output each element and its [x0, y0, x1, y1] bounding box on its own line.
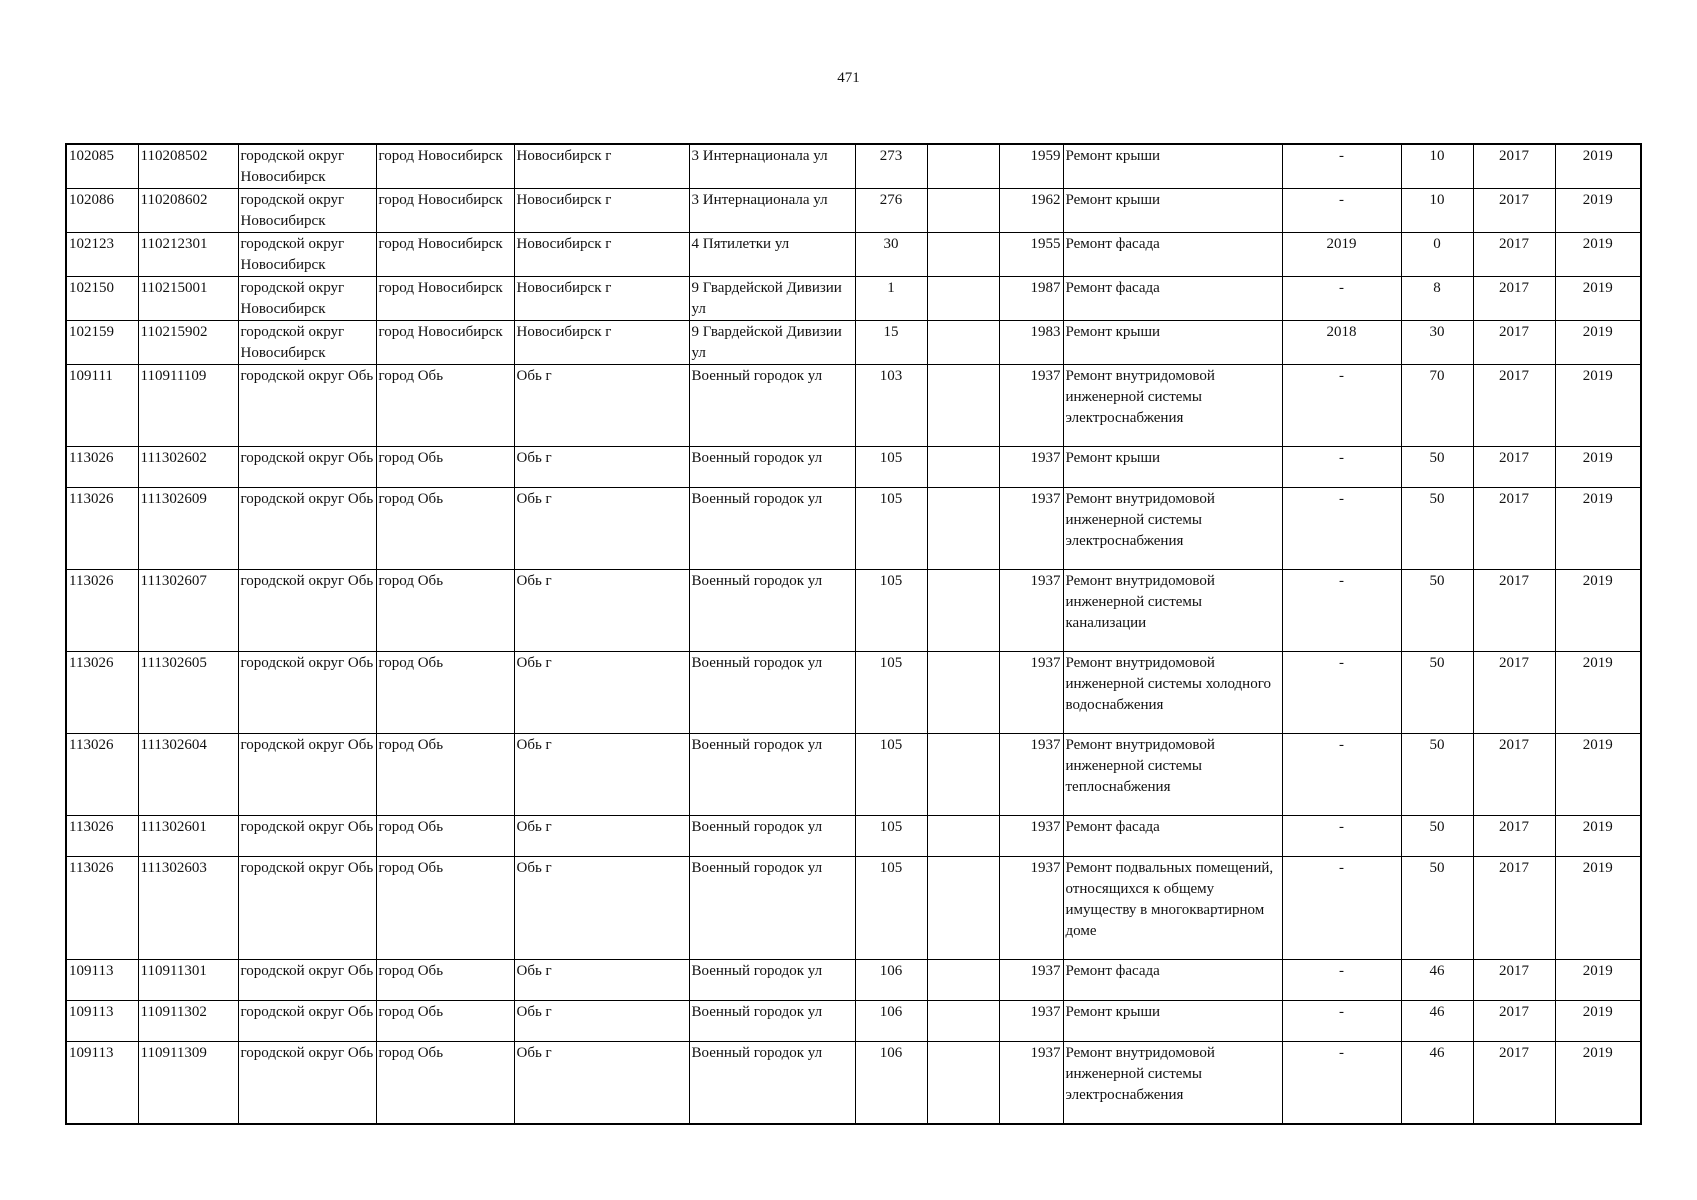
build-year-cell: 1962 — [999, 189, 1063, 233]
quantity-cell: 50 — [1401, 857, 1473, 960]
building-cell — [927, 1042, 999, 1124]
code-cell: 110911309 — [138, 1042, 238, 1124]
street-cell: Военный городок ул — [689, 960, 855, 1001]
table-row — [66, 488, 1641, 570]
end-year-cell: 2019 — [1555, 960, 1641, 1001]
end-year-cell: 2019 — [1555, 652, 1641, 734]
previous-repair-cell: - — [1282, 488, 1401, 570]
work-type-cell: Ремонт крыши — [1063, 321, 1282, 365]
house-number-cell: 1 — [855, 277, 927, 321]
settlement-cell: город Обь — [376, 1042, 514, 1124]
id-cell: 109111 — [66, 365, 138, 447]
id-cell: 113026 — [66, 857, 138, 960]
build-year-cell: 1983 — [999, 321, 1063, 365]
end-year-cell: 2019 — [1555, 1042, 1641, 1124]
previous-repair-cell: - — [1282, 447, 1401, 488]
code-cell: 110208602 — [138, 189, 238, 233]
id-cell: 113026 — [66, 816, 138, 857]
build-year-cell: 1937 — [999, 652, 1063, 734]
house-number-cell: 105 — [855, 816, 927, 857]
building-cell — [927, 447, 999, 488]
previous-repair-cell: - — [1282, 960, 1401, 1001]
work-type-cell: Ремонт крыши — [1063, 447, 1282, 488]
works-table — [65, 143, 1642, 1125]
code-cell: 111302605 — [138, 652, 238, 734]
start-year-cell: 2017 — [1473, 233, 1555, 277]
settlement-cell: город Новосибирск — [376, 321, 514, 365]
end-year-cell: 2019 — [1555, 857, 1641, 960]
settlement-cell: город Обь — [376, 365, 514, 447]
street-cell: Военный городок ул — [689, 447, 855, 488]
table-row — [66, 189, 1641, 233]
id-cell: 102085 — [66, 144, 138, 189]
id-cell: 102150 — [66, 277, 138, 321]
start-year-cell: 2017 — [1473, 1001, 1555, 1042]
settlement-cell: город Обь — [376, 570, 514, 652]
previous-repair-cell: - — [1282, 857, 1401, 960]
house-number-cell: 276 — [855, 189, 927, 233]
start-year-cell: 2017 — [1473, 144, 1555, 189]
previous-repair-cell: - — [1282, 816, 1401, 857]
street-cell: Военный городок ул — [689, 1001, 855, 1042]
table-row — [66, 652, 1641, 734]
district-cell: городской округ Новосибирск — [238, 277, 376, 321]
street-cell: 9 Гвардейской Дивизии ул — [689, 321, 855, 365]
district-cell: городской округ Обь — [238, 652, 376, 734]
code-cell: 110212301 — [138, 233, 238, 277]
district-cell: городской округ Новосибирск — [238, 321, 376, 365]
previous-repair-cell: - — [1282, 365, 1401, 447]
code-cell: 110911109 — [138, 365, 238, 447]
locality-cell: Обь г — [514, 652, 689, 734]
code-cell: 110208502 — [138, 144, 238, 189]
table-row — [66, 365, 1641, 447]
start-year-cell: 2017 — [1473, 570, 1555, 652]
quantity-cell: 30 — [1401, 321, 1473, 365]
quantity-cell: 10 — [1401, 189, 1473, 233]
settlement-cell: город Обь — [376, 447, 514, 488]
building-cell — [927, 734, 999, 816]
settlement-cell: город Обь — [376, 652, 514, 734]
quantity-cell: 50 — [1401, 447, 1473, 488]
id-cell: 109113 — [66, 1001, 138, 1042]
end-year-cell: 2019 — [1555, 277, 1641, 321]
work-type-cell: Ремонт внутридомовой инженерной системы канализации — [1063, 570, 1282, 652]
code-cell: 111302604 — [138, 734, 238, 816]
build-year-cell: 1959 — [999, 144, 1063, 189]
work-type-cell: Ремонт крыши — [1063, 189, 1282, 233]
work-type-cell: Ремонт фасада — [1063, 816, 1282, 857]
build-year-cell: 1937 — [999, 447, 1063, 488]
build-year-cell: 1937 — [999, 570, 1063, 652]
settlement-cell: город Обь — [376, 734, 514, 816]
quantity-cell: 50 — [1401, 570, 1473, 652]
previous-repair-cell: - — [1282, 1042, 1401, 1124]
work-type-cell: Ремонт внутридомовой инженерной системы холодного водоснабжения — [1063, 652, 1282, 734]
previous-repair-cell: - — [1282, 652, 1401, 734]
work-type-cell: Ремонт подвальных помещений, относящихся к общему имуществу в многоквартирном доме — [1063, 857, 1282, 960]
building-cell — [927, 652, 999, 734]
code-cell: 111302609 — [138, 488, 238, 570]
build-year-cell: 1937 — [999, 816, 1063, 857]
work-type-cell: Ремонт крыши — [1063, 144, 1282, 189]
end-year-cell: 2019 — [1555, 816, 1641, 857]
settlement-cell: город Новосибирск — [376, 233, 514, 277]
table-row — [66, 277, 1641, 321]
building-cell — [927, 189, 999, 233]
house-number-cell: 105 — [855, 570, 927, 652]
quantity-cell: 50 — [1401, 816, 1473, 857]
district-cell: городской округ Новосибирск — [238, 144, 376, 189]
table-row — [66, 233, 1641, 277]
house-number-cell: 15 — [855, 321, 927, 365]
table-row — [66, 447, 1641, 488]
district-cell: городской округ Новосибирск — [238, 189, 376, 233]
work-type-cell: Ремонт фасада — [1063, 960, 1282, 1001]
locality-cell: Обь г — [514, 734, 689, 816]
building-cell — [927, 233, 999, 277]
start-year-cell: 2017 — [1473, 816, 1555, 857]
build-year-cell: 1937 — [999, 857, 1063, 960]
id-cell: 109113 — [66, 960, 138, 1001]
build-year-cell: 1937 — [999, 488, 1063, 570]
end-year-cell: 2019 — [1555, 1001, 1641, 1042]
settlement-cell: город Обь — [376, 1001, 514, 1042]
district-cell: городской округ Обь — [238, 488, 376, 570]
code-cell: 110215902 — [138, 321, 238, 365]
work-type-cell: Ремонт фасада — [1063, 233, 1282, 277]
code-cell: 111302601 — [138, 816, 238, 857]
previous-repair-cell: - — [1282, 189, 1401, 233]
end-year-cell: 2019 — [1555, 570, 1641, 652]
build-year-cell: 1937 — [999, 960, 1063, 1001]
end-year-cell: 2019 — [1555, 365, 1641, 447]
code-cell: 111302603 — [138, 857, 238, 960]
table-row — [66, 321, 1641, 365]
start-year-cell: 2017 — [1473, 447, 1555, 488]
previous-repair-cell: - — [1282, 144, 1401, 189]
street-cell: 4 Пятилетки ул — [689, 233, 855, 277]
table-row — [66, 816, 1641, 857]
id-cell: 113026 — [66, 488, 138, 570]
locality-cell: Обь г — [514, 570, 689, 652]
id-cell: 102159 — [66, 321, 138, 365]
house-number-cell: 106 — [855, 1001, 927, 1042]
house-number-cell: 30 — [855, 233, 927, 277]
end-year-cell: 2019 — [1555, 233, 1641, 277]
work-type-cell: Ремонт внутридомовой инженерной системы электроснабжения — [1063, 365, 1282, 447]
id-cell: 113026 — [66, 734, 138, 816]
id-cell: 109113 — [66, 1042, 138, 1124]
start-year-cell: 2017 — [1473, 488, 1555, 570]
street-cell: 3 Интернационала ул — [689, 144, 855, 189]
locality-cell: Новосибирск г — [514, 144, 689, 189]
end-year-cell: 2019 — [1555, 144, 1641, 189]
building-cell — [927, 1001, 999, 1042]
quantity-cell: 46 — [1401, 1042, 1473, 1124]
street-cell: Военный городок ул — [689, 857, 855, 960]
building-cell — [927, 816, 999, 857]
start-year-cell: 2017 — [1473, 652, 1555, 734]
district-cell: городской округ Обь — [238, 570, 376, 652]
previous-repair-cell: 2018 — [1282, 321, 1401, 365]
quantity-cell: 70 — [1401, 365, 1473, 447]
house-number-cell: 273 — [855, 144, 927, 189]
table-row — [66, 144, 1641, 189]
start-year-cell: 2017 — [1473, 365, 1555, 447]
building-cell — [927, 488, 999, 570]
code-cell: 110911301 — [138, 960, 238, 1001]
house-number-cell: 105 — [855, 857, 927, 960]
previous-repair-cell: 2019 — [1282, 233, 1401, 277]
start-year-cell: 2017 — [1473, 321, 1555, 365]
street-cell: Военный городок ул — [689, 570, 855, 652]
start-year-cell: 2017 — [1473, 1042, 1555, 1124]
house-number-cell: 105 — [855, 734, 927, 816]
house-number-cell: 105 — [855, 488, 927, 570]
building-cell — [927, 857, 999, 960]
previous-repair-cell: - — [1282, 570, 1401, 652]
build-year-cell: 1937 — [999, 365, 1063, 447]
work-type-cell: Ремонт внутридомовой инженерной системы электроснабжения — [1063, 488, 1282, 570]
quantity-cell: 46 — [1401, 960, 1473, 1001]
district-cell: городской округ Обь — [238, 1042, 376, 1124]
previous-repair-cell: - — [1282, 1001, 1401, 1042]
building-cell — [927, 277, 999, 321]
street-cell: 9 Гвардейской Дивизии ул — [689, 277, 855, 321]
quantity-cell: 46 — [1401, 1001, 1473, 1042]
code-cell: 111302602 — [138, 447, 238, 488]
locality-cell: Обь г — [514, 857, 689, 960]
street-cell: Военный городок ул — [689, 734, 855, 816]
build-year-cell: 1955 — [999, 233, 1063, 277]
district-cell: городской округ Обь — [238, 447, 376, 488]
building-cell — [927, 960, 999, 1001]
end-year-cell: 2019 — [1555, 321, 1641, 365]
locality-cell: Обь г — [514, 365, 689, 447]
street-cell: Военный городок ул — [689, 365, 855, 447]
quantity-cell: 10 — [1401, 144, 1473, 189]
start-year-cell: 2017 — [1473, 857, 1555, 960]
quantity-cell: 0 — [1401, 233, 1473, 277]
locality-cell: Новосибирск г — [514, 189, 689, 233]
settlement-cell: город Обь — [376, 488, 514, 570]
street-cell: 3 Интернационала ул — [689, 189, 855, 233]
code-cell: 110911302 — [138, 1001, 238, 1042]
quantity-cell: 50 — [1401, 734, 1473, 816]
building-cell — [927, 144, 999, 189]
work-type-cell: Ремонт фасада — [1063, 277, 1282, 321]
locality-cell: Обь г — [514, 960, 689, 1001]
settlement-cell: город Новосибирск — [376, 189, 514, 233]
id-cell: 113026 — [66, 447, 138, 488]
table-row — [66, 570, 1641, 652]
street-cell: Военный городок ул — [689, 652, 855, 734]
quantity-cell: 8 — [1401, 277, 1473, 321]
house-number-cell: 105 — [855, 652, 927, 734]
start-year-cell: 2017 — [1473, 189, 1555, 233]
house-number-cell: 106 — [855, 1042, 927, 1124]
locality-cell: Обь г — [514, 1042, 689, 1124]
locality-cell: Обь г — [514, 488, 689, 570]
house-number-cell: 106 — [855, 960, 927, 1001]
id-cell: 102086 — [66, 189, 138, 233]
district-cell: городской округ Обь — [238, 960, 376, 1001]
district-cell: городской округ Обь — [238, 1001, 376, 1042]
locality-cell: Новосибирск г — [514, 321, 689, 365]
previous-repair-cell: - — [1282, 277, 1401, 321]
id-cell: 113026 — [66, 570, 138, 652]
quantity-cell: 50 — [1401, 652, 1473, 734]
district-cell: городской округ Обь — [238, 816, 376, 857]
previous-repair-cell: - — [1282, 734, 1401, 816]
build-year-cell: 1987 — [999, 277, 1063, 321]
settlement-cell: город Новосибирск — [376, 277, 514, 321]
building-cell — [927, 365, 999, 447]
work-type-cell: Ремонт внутридомовой инженерной системы электроснабжения — [1063, 1042, 1282, 1124]
work-type-cell: Ремонт крыши — [1063, 1001, 1282, 1042]
table-row — [66, 857, 1641, 960]
end-year-cell: 2019 — [1555, 447, 1641, 488]
id-cell: 113026 — [66, 652, 138, 734]
street-cell: Военный городок ул — [689, 816, 855, 857]
settlement-cell: город Обь — [376, 857, 514, 960]
building-cell — [927, 321, 999, 365]
table-row — [66, 1001, 1641, 1042]
start-year-cell: 2017 — [1473, 734, 1555, 816]
id-cell: 102123 — [66, 233, 138, 277]
build-year-cell: 1937 — [999, 1042, 1063, 1124]
table-row — [66, 1042, 1641, 1124]
settlement-cell: город Новосибирск — [376, 144, 514, 189]
code-cell: 111302607 — [138, 570, 238, 652]
street-cell: Военный городок ул — [689, 488, 855, 570]
page-number: 471 — [837, 70, 860, 86]
end-year-cell: 2019 — [1555, 189, 1641, 233]
house-number-cell: 103 — [855, 365, 927, 447]
locality-cell: Обь г — [514, 447, 689, 488]
locality-cell: Обь г — [514, 1001, 689, 1042]
settlement-cell: город Обь — [376, 816, 514, 857]
locality-cell: Новосибирск г — [514, 277, 689, 321]
end-year-cell: 2019 — [1555, 488, 1641, 570]
build-year-cell: 1937 — [999, 734, 1063, 816]
work-type-cell: Ремонт внутридомовой инженерной системы теплоснабжения — [1063, 734, 1282, 816]
end-year-cell: 2019 — [1555, 734, 1641, 816]
district-cell: городской округ Обь — [238, 734, 376, 816]
code-cell: 110215001 — [138, 277, 238, 321]
building-cell — [927, 570, 999, 652]
settlement-cell: город Обь — [376, 960, 514, 1001]
table-body — [66, 144, 1641, 1124]
start-year-cell: 2017 — [1473, 277, 1555, 321]
start-year-cell: 2017 — [1473, 960, 1555, 1001]
locality-cell: Новосибирск г — [514, 233, 689, 277]
house-number-cell: 105 — [855, 447, 927, 488]
street-cell: Военный городок ул — [689, 1042, 855, 1124]
district-cell: городской округ Новосибирск — [238, 233, 376, 277]
quantity-cell: 50 — [1401, 488, 1473, 570]
district-cell: городской округ Обь — [238, 365, 376, 447]
table-row — [66, 960, 1641, 1001]
district-cell: городской округ Обь — [238, 857, 376, 960]
locality-cell: Обь г — [514, 816, 689, 857]
build-year-cell: 1937 — [999, 1001, 1063, 1042]
table-row — [66, 734, 1641, 816]
